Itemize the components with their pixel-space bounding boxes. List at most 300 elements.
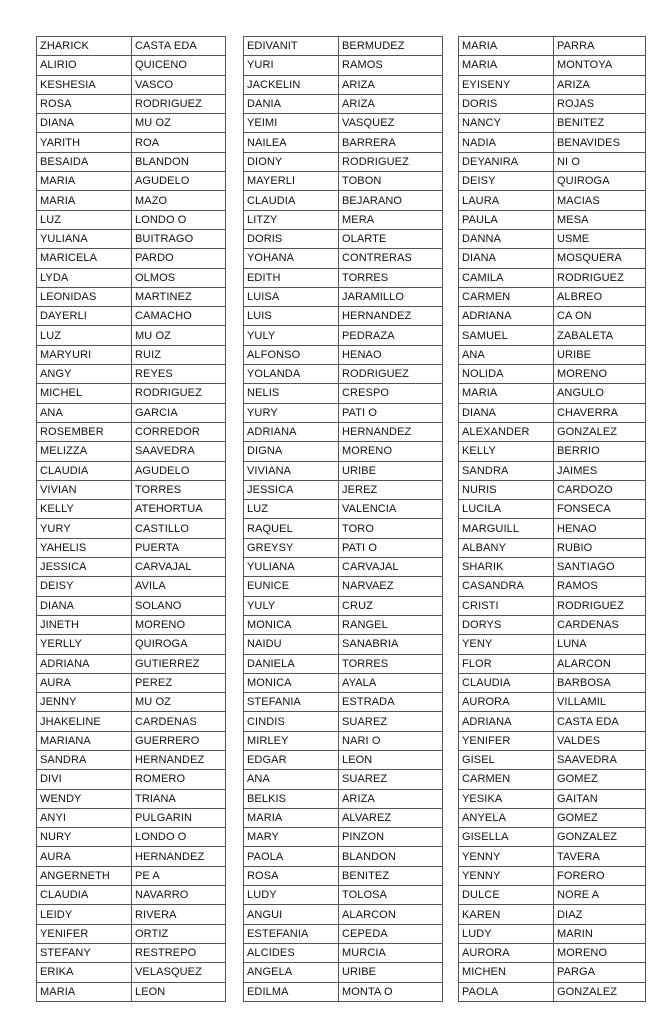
last-name-cell: CASTA EDA (132, 37, 226, 56)
first-name-cell: YENIFER (37, 924, 132, 943)
table-row (244, 770, 443, 789)
table-row (244, 963, 443, 982)
table-row (244, 750, 443, 769)
table-row (37, 268, 226, 287)
first-name-cell: MONICA (244, 673, 339, 692)
first-name-cell: EDITH (244, 268, 339, 287)
table-row (37, 635, 226, 654)
table-row (244, 712, 443, 731)
table-row (244, 442, 443, 461)
first-name-cell: MARIA (459, 56, 554, 75)
last-name-cell: SUAREZ (339, 712, 443, 731)
first-name-cell: GISELLA (459, 828, 554, 847)
last-name-cell: BLANDON (132, 152, 226, 171)
table-row (37, 249, 226, 268)
last-name-cell: VILLAMIL (554, 693, 646, 712)
table-row (459, 828, 646, 847)
last-name-cell: HENAO (554, 519, 646, 538)
last-name-cell: HERNANDEZ (132, 750, 226, 769)
last-name-cell: MORENO (339, 442, 443, 461)
last-name-cell: URIBE (339, 963, 443, 982)
first-name-cell: KAREN (459, 905, 554, 924)
first-name-cell: ANA (459, 345, 554, 364)
last-name-cell: SANTIAGO (554, 558, 646, 577)
last-name-cell: NAVARRO (132, 886, 226, 905)
last-name-cell: PARRA (554, 37, 646, 56)
first-name-cell: MIRLEY (244, 731, 339, 750)
first-name-cell: ROSA (37, 94, 132, 113)
first-name-cell: CASANDRA (459, 577, 554, 596)
last-name-cell: CORREDOR (132, 422, 226, 441)
last-name-cell: PE A (132, 866, 226, 885)
table-row (244, 943, 443, 962)
table-row (459, 770, 646, 789)
last-name-cell: PINZON (339, 828, 443, 847)
first-name-cell: MELIZZA (37, 442, 132, 461)
last-name-cell: HERNANDEZ (132, 847, 226, 866)
first-name-cell: DIANA (37, 596, 132, 615)
first-name-cell: NADIA (459, 133, 554, 152)
first-name-cell: MARIA (244, 808, 339, 827)
first-name-cell: VIVIAN (37, 480, 132, 499)
first-name-cell: RAQUEL (244, 519, 339, 538)
first-name-cell: DIVI (37, 770, 132, 789)
table-row (244, 480, 443, 499)
table-row (37, 37, 226, 56)
first-name-cell: BESAIDA (37, 152, 132, 171)
first-name-cell: GISEL (459, 750, 554, 769)
table-row (244, 596, 443, 615)
first-name-cell: DORYS (459, 615, 554, 634)
last-name-cell: HERNANDEZ (339, 422, 443, 441)
table-row (244, 982, 443, 1001)
last-name-cell: GONZALEZ (554, 828, 646, 847)
first-name-cell: LAURA (459, 191, 554, 210)
last-name-cell: RODRIGUEZ (132, 384, 226, 403)
first-name-cell: NELIS (244, 384, 339, 403)
last-name-cell: NI O (554, 152, 646, 171)
table-row (37, 500, 226, 519)
table-row (37, 924, 226, 943)
first-name-cell: YULIANA (244, 558, 339, 577)
first-name-cell: CRISTI (459, 596, 554, 615)
last-name-cell: BLANDON (339, 847, 443, 866)
table-row (459, 905, 646, 924)
table-row (37, 191, 226, 210)
last-name-cell: SOLANO (132, 596, 226, 615)
last-name-cell: ARIZA (339, 75, 443, 94)
last-name-cell: RAMOS (339, 56, 443, 75)
last-name-cell: PARGA (554, 963, 646, 982)
first-name-cell: JACKELIN (244, 75, 339, 94)
table-row (459, 673, 646, 692)
table-row (37, 307, 226, 326)
first-name-cell: DANIELA (244, 654, 339, 673)
last-name-cell: NARI O (339, 731, 443, 750)
name-table-2 (243, 36, 443, 1002)
table-row (37, 365, 226, 384)
last-name-cell: URIBE (339, 461, 443, 480)
last-name-cell: ANGULO (554, 384, 646, 403)
last-name-cell: PARDO (132, 249, 226, 268)
last-name-cell: DIAZ (554, 905, 646, 924)
last-name-cell: GAITAN (554, 789, 646, 808)
first-name-cell: AURA (37, 847, 132, 866)
first-name-cell: FLOR (459, 654, 554, 673)
last-name-cell: MOSQUERA (554, 249, 646, 268)
last-name-cell: RANGEL (339, 615, 443, 634)
table-row (244, 268, 443, 287)
last-name-cell: VASCO (132, 75, 226, 94)
table-row (244, 152, 443, 171)
table-row (37, 172, 226, 191)
table-row (37, 461, 226, 480)
first-name-cell: SHARIK (459, 558, 554, 577)
table-row (244, 307, 443, 326)
table-row (37, 654, 226, 673)
first-name-cell: MARGUILL (459, 519, 554, 538)
table-row (244, 133, 443, 152)
first-name-cell: ADRIANA (459, 307, 554, 326)
first-name-cell: DIONY (244, 152, 339, 171)
first-name-cell: WENDY (37, 789, 132, 808)
last-name-cell: MACIAS (554, 191, 646, 210)
first-name-cell: YEIMI (244, 114, 339, 133)
table-row (37, 480, 226, 499)
last-name-cell: ORTIZ (132, 924, 226, 943)
last-name-cell: ZABALETA (554, 326, 646, 345)
table-row (37, 943, 226, 962)
last-name-cell: CHAVERRA (554, 403, 646, 422)
table-row (244, 500, 443, 519)
first-name-cell: DANNA (459, 229, 554, 248)
table-row (459, 480, 646, 499)
last-name-cell: SAAVEDRA (132, 442, 226, 461)
table-row (244, 866, 443, 885)
last-name-cell: GONZALEZ (554, 422, 646, 441)
last-name-cell: FORERO (554, 866, 646, 885)
last-name-cell: CRUZ (339, 596, 443, 615)
table-row (244, 847, 443, 866)
first-name-cell: DANIA (244, 94, 339, 113)
last-name-cell: GONZALEZ (554, 982, 646, 1001)
last-name-cell: AGUDELO (132, 172, 226, 191)
table-row (244, 191, 443, 210)
last-name-cell: PATI O (339, 403, 443, 422)
table-row (244, 422, 443, 441)
last-name-cell: MAZO (132, 191, 226, 210)
last-name-cell: VASQUEZ (339, 114, 443, 133)
first-name-cell: DORIS (244, 229, 339, 248)
first-name-cell: JESSICA (37, 558, 132, 577)
table-row (37, 114, 226, 133)
first-name-cell: ANA (244, 770, 339, 789)
table-row (459, 558, 646, 577)
first-name-cell: ZHARICK (37, 37, 132, 56)
table-row (37, 133, 226, 152)
first-name-cell: STEFANIA (244, 693, 339, 712)
last-name-cell: TOLOSA (339, 886, 443, 905)
table-row (459, 635, 646, 654)
last-name-cell: NORE A (554, 886, 646, 905)
first-name-cell: KELLY (459, 442, 554, 461)
table-row (459, 982, 646, 1001)
table-row (459, 365, 646, 384)
first-name-cell: YENNY (459, 847, 554, 866)
first-name-cell: SANDRA (459, 461, 554, 480)
first-name-cell: YENNY (459, 866, 554, 885)
first-name-cell: JENNY (37, 693, 132, 712)
table-row (244, 345, 443, 364)
first-name-cell: MICHEN (459, 963, 554, 982)
table-row (37, 808, 226, 827)
first-name-cell: DORIS (459, 94, 554, 113)
first-name-cell: EUNICE (244, 577, 339, 596)
table-row (244, 519, 443, 538)
last-name-cell: MORENO (554, 365, 646, 384)
first-name-cell: GREYSY (244, 538, 339, 557)
table-row (37, 963, 226, 982)
first-name-cell: ANGELA (244, 963, 339, 982)
first-name-cell: ANYELA (459, 808, 554, 827)
first-name-cell: CLAUDIA (37, 461, 132, 480)
first-name-cell: AURORA (459, 943, 554, 962)
table-row (459, 75, 646, 94)
table-row (459, 461, 646, 480)
first-name-cell: YAHELIS (37, 538, 132, 557)
first-name-cell: MARIA (459, 37, 554, 56)
first-name-cell: BELKIS (244, 789, 339, 808)
last-name-cell: BENITEZ (554, 114, 646, 133)
first-name-cell: YOLANDA (244, 365, 339, 384)
first-name-cell: NURY (37, 828, 132, 847)
last-name-cell: TOBON (339, 172, 443, 191)
table-row (244, 365, 443, 384)
last-name-cell: CARDENAS (132, 712, 226, 731)
last-name-cell: JEREZ (339, 480, 443, 499)
last-name-cell: JARAMILLO (339, 287, 443, 306)
table-row (244, 403, 443, 422)
last-name-cell: ATEHORTUA (132, 500, 226, 519)
first-name-cell: MARIA (37, 172, 132, 191)
last-name-cell: USME (554, 229, 646, 248)
table-row (244, 789, 443, 808)
first-name-cell: LUIS (244, 307, 339, 326)
first-name-cell: NANCY (459, 114, 554, 133)
first-name-cell: MAYERLI (244, 172, 339, 191)
table-row (37, 577, 226, 596)
name-table-1 (36, 36, 226, 1002)
table-row (244, 94, 443, 113)
last-name-cell: MESA (554, 210, 646, 229)
table-row (459, 37, 646, 56)
last-name-cell: QUIROGA (554, 172, 646, 191)
last-name-cell: RUIZ (132, 345, 226, 364)
last-name-cell: REYES (132, 365, 226, 384)
last-name-cell: OLMOS (132, 268, 226, 287)
table-row (459, 384, 646, 403)
first-name-cell: EDILMA (244, 982, 339, 1001)
last-name-cell: ROA (132, 133, 226, 152)
last-name-cell: TORRES (339, 654, 443, 673)
last-name-cell: GARCIA (132, 403, 226, 422)
last-name-cell: RAMOS (554, 577, 646, 596)
table-row (244, 249, 443, 268)
last-name-cell: TAVERA (554, 847, 646, 866)
table-row (37, 442, 226, 461)
first-name-cell: CINDIS (244, 712, 339, 731)
last-name-cell: LEON (132, 982, 226, 1001)
first-name-cell: LUZ (244, 500, 339, 519)
last-name-cell: ALBREO (554, 287, 646, 306)
table-row (459, 403, 646, 422)
last-name-cell: CARDENAS (554, 615, 646, 634)
first-name-cell: NOLIDA (459, 365, 554, 384)
last-name-cell: MONTA O (339, 982, 443, 1001)
table-row (459, 94, 646, 113)
first-name-cell: LEIDY (37, 905, 132, 924)
last-name-cell: CRESPO (339, 384, 443, 403)
first-name-cell: JESSICA (244, 480, 339, 499)
first-name-cell: ALBANY (459, 538, 554, 557)
table-row (459, 172, 646, 191)
last-name-cell: SUAREZ (339, 770, 443, 789)
first-name-cell: MONICA (244, 615, 339, 634)
last-name-cell: ROJAS (554, 94, 646, 113)
last-name-cell: BENITEZ (339, 866, 443, 885)
first-name-cell: MARYURI (37, 345, 132, 364)
table-row (244, 461, 443, 480)
last-name-cell: RODRIGUEZ (339, 152, 443, 171)
table-row (37, 345, 226, 364)
table-row (459, 866, 646, 885)
last-name-cell: URIBE (554, 345, 646, 364)
last-name-cell: RODRIGUEZ (554, 596, 646, 615)
table-row (459, 886, 646, 905)
last-name-cell: LONDO O (132, 210, 226, 229)
table-row (459, 789, 646, 808)
first-name-cell: MARIA (37, 982, 132, 1001)
table-row (459, 114, 646, 133)
table-row (244, 615, 443, 634)
table-row (459, 268, 646, 287)
first-name-cell: SANDRA (37, 750, 132, 769)
table-row (244, 37, 443, 56)
first-name-cell: ANGY (37, 365, 132, 384)
last-name-cell: VALENCIA (339, 500, 443, 519)
first-name-cell: DEISY (37, 577, 132, 596)
first-name-cell: DIANA (459, 249, 554, 268)
last-name-cell: LEON (339, 750, 443, 769)
first-name-cell: ALFONSO (244, 345, 339, 364)
table-row (244, 75, 443, 94)
first-name-cell: PAULA (459, 210, 554, 229)
table-row (459, 654, 646, 673)
last-name-cell: TORRES (132, 480, 226, 499)
table-row (244, 673, 443, 692)
last-name-cell: RIVERA (132, 905, 226, 924)
first-name-cell: CARMEN (459, 287, 554, 306)
first-name-cell: YULY (244, 596, 339, 615)
table-row (37, 712, 226, 731)
table-row (37, 673, 226, 692)
last-name-cell: MERA (339, 210, 443, 229)
last-name-cell: ARIZA (339, 94, 443, 113)
last-name-cell: AGUDELO (132, 461, 226, 480)
table-row (244, 808, 443, 827)
last-name-cell: GOMEZ (554, 770, 646, 789)
first-name-cell: YENIFER (459, 731, 554, 750)
table-row (459, 422, 646, 441)
table-row (244, 229, 443, 248)
last-name-cell: ALVAREZ (339, 808, 443, 827)
first-name-cell: YENY (459, 635, 554, 654)
table-row (37, 210, 226, 229)
first-name-cell: DIANA (37, 114, 132, 133)
first-name-cell: EDGAR (244, 750, 339, 769)
table-row (244, 924, 443, 943)
first-name-cell: LUISA (244, 287, 339, 306)
first-name-cell: DIANA (459, 403, 554, 422)
last-name-cell: CARDOZO (554, 480, 646, 499)
last-name-cell: BUITRAGO (132, 229, 226, 248)
first-name-cell: JHAKELINE (37, 712, 132, 731)
last-name-cell: AVILA (132, 577, 226, 596)
table-row (459, 847, 646, 866)
table-row (459, 519, 646, 538)
table-row (459, 615, 646, 634)
first-name-cell: YARITH (37, 133, 132, 152)
table-row (244, 693, 443, 712)
first-name-cell: CLAUDIA (244, 191, 339, 210)
first-name-cell: ERIKA (37, 963, 132, 982)
last-name-cell: BARBOSA (554, 673, 646, 692)
first-name-cell: LITZY (244, 210, 339, 229)
table-row (37, 229, 226, 248)
table-row (37, 538, 226, 557)
first-name-cell: DIGNA (244, 442, 339, 461)
first-name-cell: MICHEL (37, 384, 132, 403)
table-row (37, 56, 226, 75)
last-name-cell: GUERRERO (132, 731, 226, 750)
table-row (37, 558, 226, 577)
first-name-cell: LUDY (459, 924, 554, 943)
first-name-cell: CARMEN (459, 770, 554, 789)
first-name-cell: AURORA (459, 693, 554, 712)
first-name-cell: DEISY (459, 172, 554, 191)
last-name-cell: HERNANDEZ (339, 307, 443, 326)
table-row (459, 943, 646, 962)
first-name-cell: PAOLA (459, 982, 554, 1001)
last-name-cell: LUNA (554, 635, 646, 654)
last-name-cell: CONTRERAS (339, 249, 443, 268)
last-name-cell: AYALA (339, 673, 443, 692)
table-row (37, 596, 226, 615)
table-row (244, 114, 443, 133)
table-row (459, 56, 646, 75)
last-name-cell: CAMACHO (132, 307, 226, 326)
table-row (244, 56, 443, 75)
first-name-cell: KESHESIA (37, 75, 132, 94)
table-row (37, 615, 226, 634)
last-name-cell: VELASQUEZ (132, 963, 226, 982)
last-name-cell: MORENO (554, 943, 646, 962)
last-name-cell: ROMERO (132, 770, 226, 789)
last-name-cell: PUERTA (132, 538, 226, 557)
table-row (37, 384, 226, 403)
table-row (244, 210, 443, 229)
last-name-cell: BERMUDEZ (339, 37, 443, 56)
